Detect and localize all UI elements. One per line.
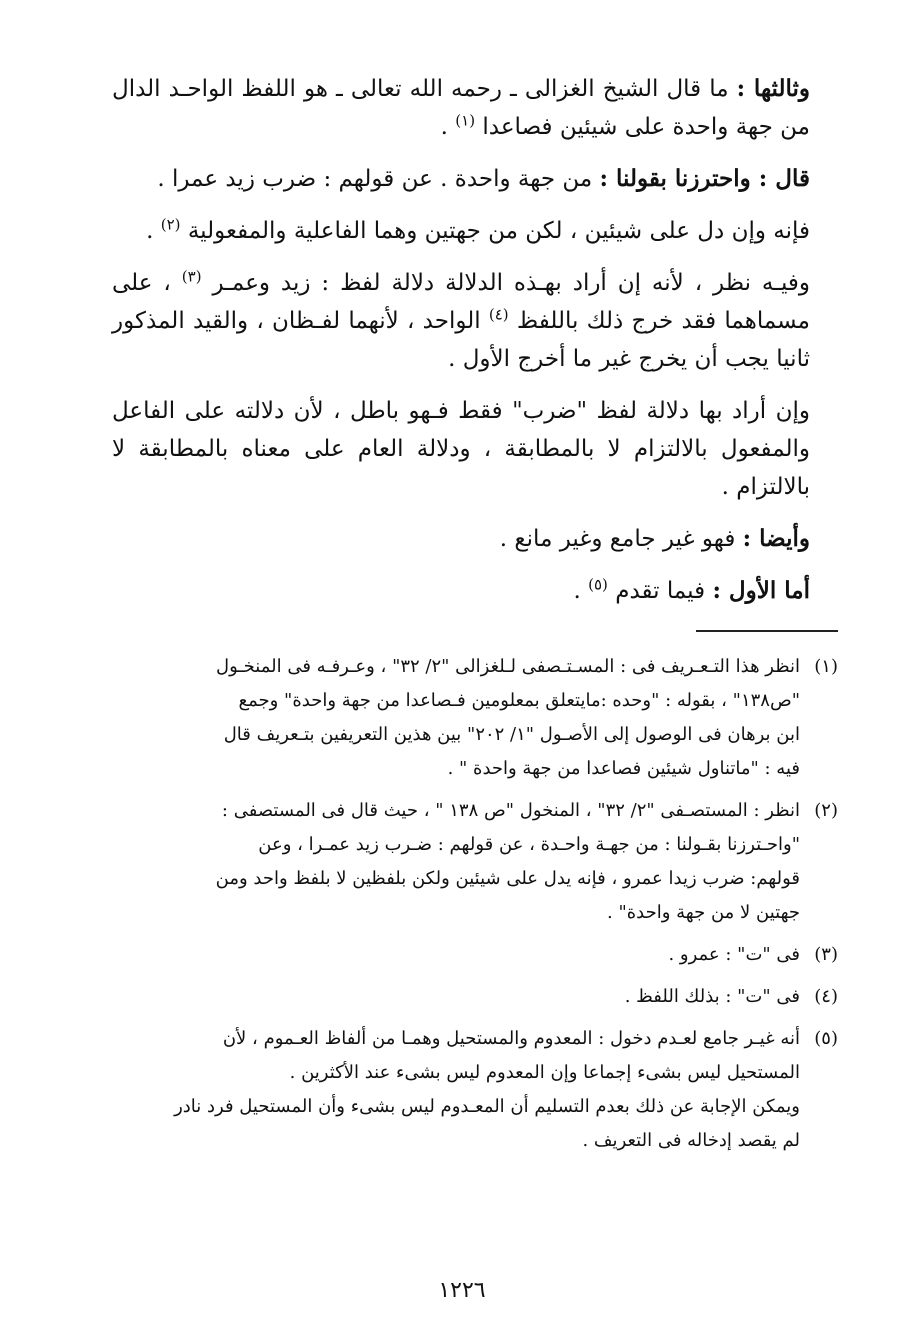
main-text [112, 70, 838, 610]
footnote-line: "واحـترزنا بقـولنا : من جهـة واحـدة ، عن قولهم : ضـرب زيد عمـرا ، وعن [258, 834, 800, 855]
footnote-body [112, 794, 800, 930]
paragraph-3-text: فإنه وإن دل على شيئين ، لكن من جهتين وهما الفاعلية والمفعولية [187, 218, 810, 244]
paragraph-3 [112, 212, 838, 250]
paragraph-7-text: فيما تقدم [615, 578, 706, 604]
footnote-ref-5[interactable]: (٥) [588, 575, 608, 594]
paragraph-7 [112, 572, 838, 610]
page-content [112, 70, 838, 1166]
paragraph-5-text: وإن أراد بها دلالة لفظ "ضرب" فقط فـهو باطل ، لأن دلالته على الفاعل والمفعول بالالتزام لا بالمطابقة ، ودلالة العام على معناه بالمطابقة لا بالالتزام . [112, 398, 810, 500]
footnote-number: (١) [814, 656, 838, 677]
footnote-body [112, 1022, 800, 1158]
footnote-ref-4[interactable]: (٤) [488, 305, 509, 324]
footnote-separator [696, 630, 838, 632]
footnote-line: فى "ت" : عمرو . [668, 944, 800, 965]
footnote-line: قولهم: ضرب زيدا عمرو ، فإنه يدل على شيئين ولكن بلفظين لا بلفظ واحد ومن [215, 868, 800, 889]
paragraph-4-text-b: ، على مسماهما فقد خرج ذلك باللفظ [112, 270, 810, 334]
footnote-ref-2[interactable]: (٢) [160, 215, 181, 234]
paragraph-7-end: . [573, 578, 581, 604]
paragraph-2-lead: قال : واحترزنا بقولنا : [599, 165, 810, 192]
paragraph-2-text: من جهة واحدة . عن قولهم : ضرب زيد عمرا . [157, 166, 593, 192]
footnote-2 [112, 794, 838, 930]
footnote-line: فى "ت" : بذلك اللفظ . [624, 986, 800, 1007]
paragraph-1-end: . [440, 114, 448, 140]
footnote-line: المستحيل ليس بشىء إجماعا وإن المعدوم ليس بشىء عند الأكثرين . [289, 1062, 800, 1083]
footnotes [112, 650, 838, 1158]
paragraph-2 [112, 160, 838, 198]
paragraph-1-lead: وثالثها : [736, 75, 811, 102]
footnote-body [112, 938, 800, 972]
paragraph-4-text-c: الواحد ، لأنهما لفـظان ، والقيد المذكور ثانيا يجب أن يخرج غير ما أخرج الأول . [112, 308, 810, 372]
footnote-3 [112, 938, 838, 972]
footnote-number: (٤) [814, 986, 838, 1007]
footnote-line: "ص١٣٨" ، بقوله : "وحده :مايتعلق بمعلومين فـصاعدا من جهة واحدة" وجمع [238, 690, 800, 711]
paragraph-6-text: فهو غير جامع وغير مانع . [499, 526, 736, 552]
paragraph-5 [112, 392, 838, 506]
footnote-line: أنه غيـر جامع لعـدم دخول : المعدوم والمستحيل وهمـا من ألفاظ العـموم ، لأن [222, 1028, 800, 1049]
footnote-line: لم يقصد إدخاله فى التعريف . [582, 1130, 800, 1151]
paragraph-3-end: . [146, 218, 154, 244]
footnote-body [112, 650, 800, 786]
paragraph-6 [112, 520, 838, 558]
footnote-ref-3[interactable]: (٣) [181, 267, 202, 286]
footnote-body [112, 980, 800, 1014]
footnote-5 [112, 1022, 838, 1158]
footnote-number: (٥) [814, 1028, 838, 1049]
footnote-line: جهتين لا من جهة واحدة" . [607, 902, 800, 923]
footnote-line: ويمكن الإجابة عن ذلك بعدم التسليم أن المعـدوم ليس بشىء وأن المستحيل فرد نادر [174, 1096, 800, 1117]
paragraph-1 [112, 70, 838, 146]
paragraph-6-lead: وأيضا : [742, 525, 810, 552]
paragraph-4 [112, 264, 838, 378]
paragraph-1-text: ما قال الشيخ الغزالى ـ رحمه الله تعالى ـ هو اللفظ الواحـد الدال من جهة واحدة على شيئين فصاعدا [112, 76, 810, 140]
page-number: ١٢٢٦ [438, 1278, 486, 1303]
paragraph-7-lead: أما الأول : [712, 577, 810, 604]
paragraph-4-text-a: وفيـه نظر ، لأنه إن أراد بهـذه الدلالة دلالة لفظ : زيد وعمـر [212, 270, 811, 296]
footnote-1 [112, 650, 838, 786]
footnote-line: انظر : المستصـفى "٢/ ٣٢" ، المنخول "ص ١٣٨ " ، حيث قال فى المستصفى : [221, 800, 800, 821]
footnote-line: انظر هذا التـعـريف فى : المسـتـصفى لـلغزالى "٢/ ٣٢" ، وعـرفـه فى المنخـول [216, 656, 800, 677]
footnote-ref-1[interactable]: (١) [455, 111, 476, 130]
footnote-number: (٣) [814, 944, 838, 965]
footnote-line: فيه : "ماتناول شيئين فصاعدا من جهة واحدة " . [447, 758, 800, 779]
footnote-line: ابن برهان فى الوصول إلى الأصـول "١/ ٢٠٢" بين هذين التعريفين بتـعريف قال [223, 724, 800, 745]
footnote-number: (٢) [814, 800, 838, 821]
footnote-4 [112, 980, 838, 1014]
